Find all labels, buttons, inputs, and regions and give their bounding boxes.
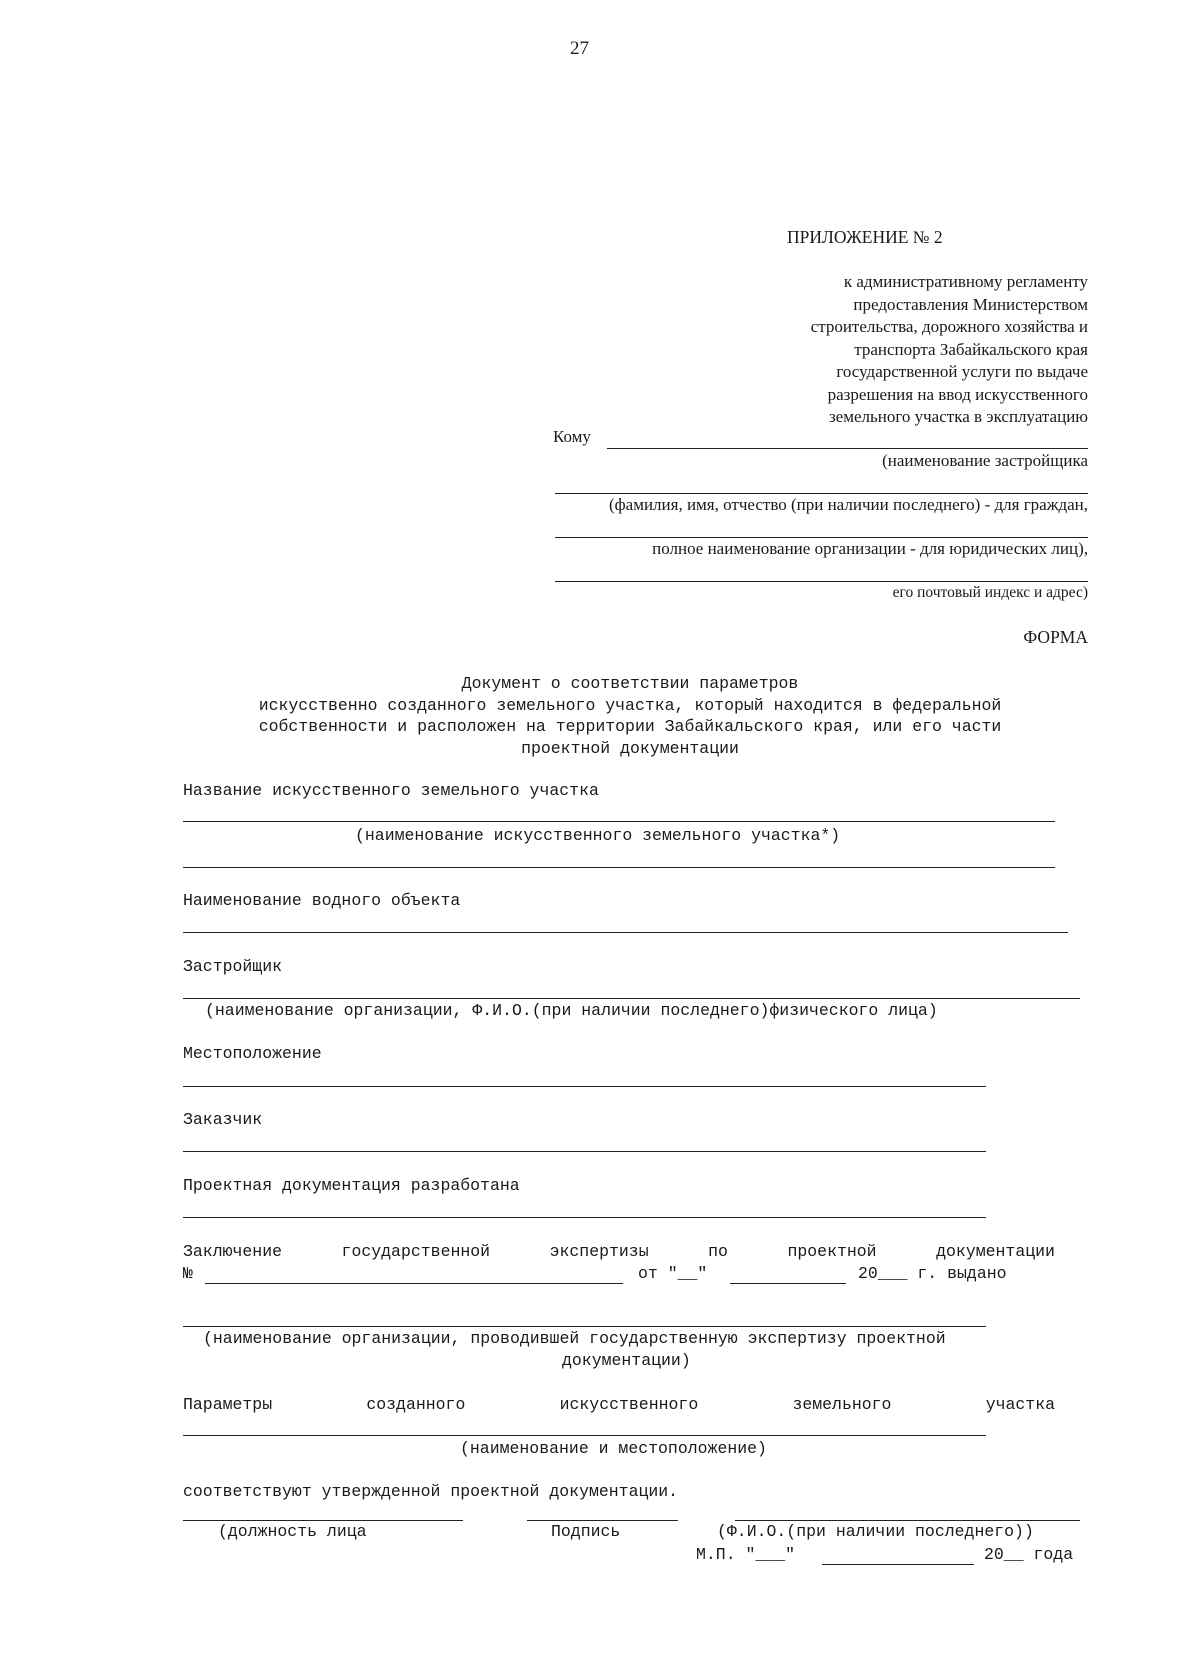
developer-line (183, 998, 1080, 999)
project-docs-label: Проектная документация разработана (183, 1176, 520, 1195)
params-line (183, 1395, 1055, 1414)
appendix-line: земельного участка в эксплуатацию (828, 407, 1088, 426)
expertise-word: экспертизы (549, 1242, 649, 1261)
name-caption: (Ф.И.О.(при наличии последнего)) (717, 1522, 1034, 1541)
expertise-caption-2: документации) (562, 1351, 691, 1370)
stamp-label: М.П. "___" (696, 1545, 796, 1564)
expertise-org-line (183, 1326, 986, 1327)
customer-line (183, 1151, 986, 1152)
appendix-reference (700, 271, 1088, 429)
expertise-from: от "__" (638, 1264, 708, 1283)
form-label: ФОРМА (1023, 627, 1088, 647)
water-object-line (183, 932, 1068, 933)
params-word: участка (985, 1395, 1055, 1414)
conform-text: соответствуют утвержденной проектной документации. (183, 1482, 679, 1501)
title-line: собственности и расположен на территории Забайкальского края, или его части (258, 717, 1002, 736)
stamp-year: 20__ года (984, 1545, 1074, 1564)
appendix-line: к административному регламенту (843, 272, 1088, 291)
plot-name-line-2 (183, 867, 1055, 868)
water-object-label: Наименование водного объекта (183, 891, 461, 910)
params-word: искусственного (559, 1395, 699, 1414)
signature-caption: Подпись (551, 1522, 621, 1541)
plot-name-caption: (наименование искусственного земельного участка*) (355, 826, 841, 845)
expertise-word: проектной (787, 1242, 877, 1261)
params-caption: (наименование и местоположение) (460, 1439, 767, 1458)
expertise-word: документации (936, 1242, 1055, 1261)
expertise-word: государственной (341, 1242, 491, 1261)
addressee-line (555, 537, 1088, 538)
appendix-line: транспорта Забайкальского края (854, 339, 1088, 359)
expertise-number-sign: № (183, 1264, 193, 1283)
expertise-number-line (205, 1283, 623, 1284)
developer-caption: (наименование организации, Ф.И.О.(при наличии последнего)физического лица) (205, 1001, 938, 1020)
stamp-date-line (822, 1564, 974, 1565)
title-line: проектной документации (521, 738, 739, 758)
addressee-caption-2: (фамилия, имя, отчество (при наличии последнего) - для граждан, (608, 495, 1088, 514)
appendix-line: государственной услуги по выдаче (836, 362, 1088, 381)
params-word: созданного (366, 1395, 466, 1414)
plot-name-label: Название искусственного земельного участка (183, 781, 599, 800)
appendix-title: ПРИЛОЖЕНИЕ № 2 (787, 227, 943, 247)
addressee-line (555, 581, 1088, 582)
location-label: Местоположение (183, 1044, 322, 1063)
expertise-line-1 (183, 1242, 1055, 1261)
expertise-word: Заключение (183, 1242, 283, 1261)
location-line (183, 1086, 986, 1087)
params-word: земельного (792, 1395, 892, 1414)
project-docs-line (183, 1217, 986, 1218)
addressee-caption-4: его почтовый индекс и адрес) (892, 584, 1088, 601)
appendix-line: предоставления Министерством (853, 294, 1088, 314)
addressee-label: Кому (553, 427, 591, 446)
params-word: Параметры (183, 1395, 273, 1414)
position-line (183, 1520, 463, 1521)
developer-label: Застройщик (183, 957, 283, 976)
expertise-word: по (708, 1242, 728, 1261)
page-number: 27 (570, 38, 589, 59)
plot-name-line (183, 821, 1055, 822)
addressee-caption-3: полное наименование организации - для юридических лиц), (652, 539, 1088, 558)
expertise-caption-1: (наименование организации, проводившей государственную экспертизу проектной (203, 1329, 946, 1348)
customer-label: Заказчик (183, 1110, 263, 1129)
addressee-caption-1: (наименование застройщика (882, 451, 1088, 470)
params-line-rule (183, 1435, 986, 1436)
addressee-line (607, 448, 1088, 449)
title-line: искусственно созданного земельного участка, который находится в федеральной (258, 695, 1002, 715)
name-line (735, 1520, 1080, 1521)
position-caption: (должность лица (218, 1522, 367, 1541)
appendix-line: строительства, дорожного хозяйства и (810, 317, 1088, 336)
document-title (180, 673, 1080, 759)
signature-line (527, 1520, 678, 1521)
expertise-year: 20___ г. выдано (858, 1264, 1007, 1283)
expertise-month-line (730, 1283, 846, 1284)
appendix-line: разрешения на ввод искусственного (827, 384, 1088, 404)
title-line: Документ о соответствии параметров (461, 674, 799, 693)
addressee-line (555, 493, 1088, 494)
